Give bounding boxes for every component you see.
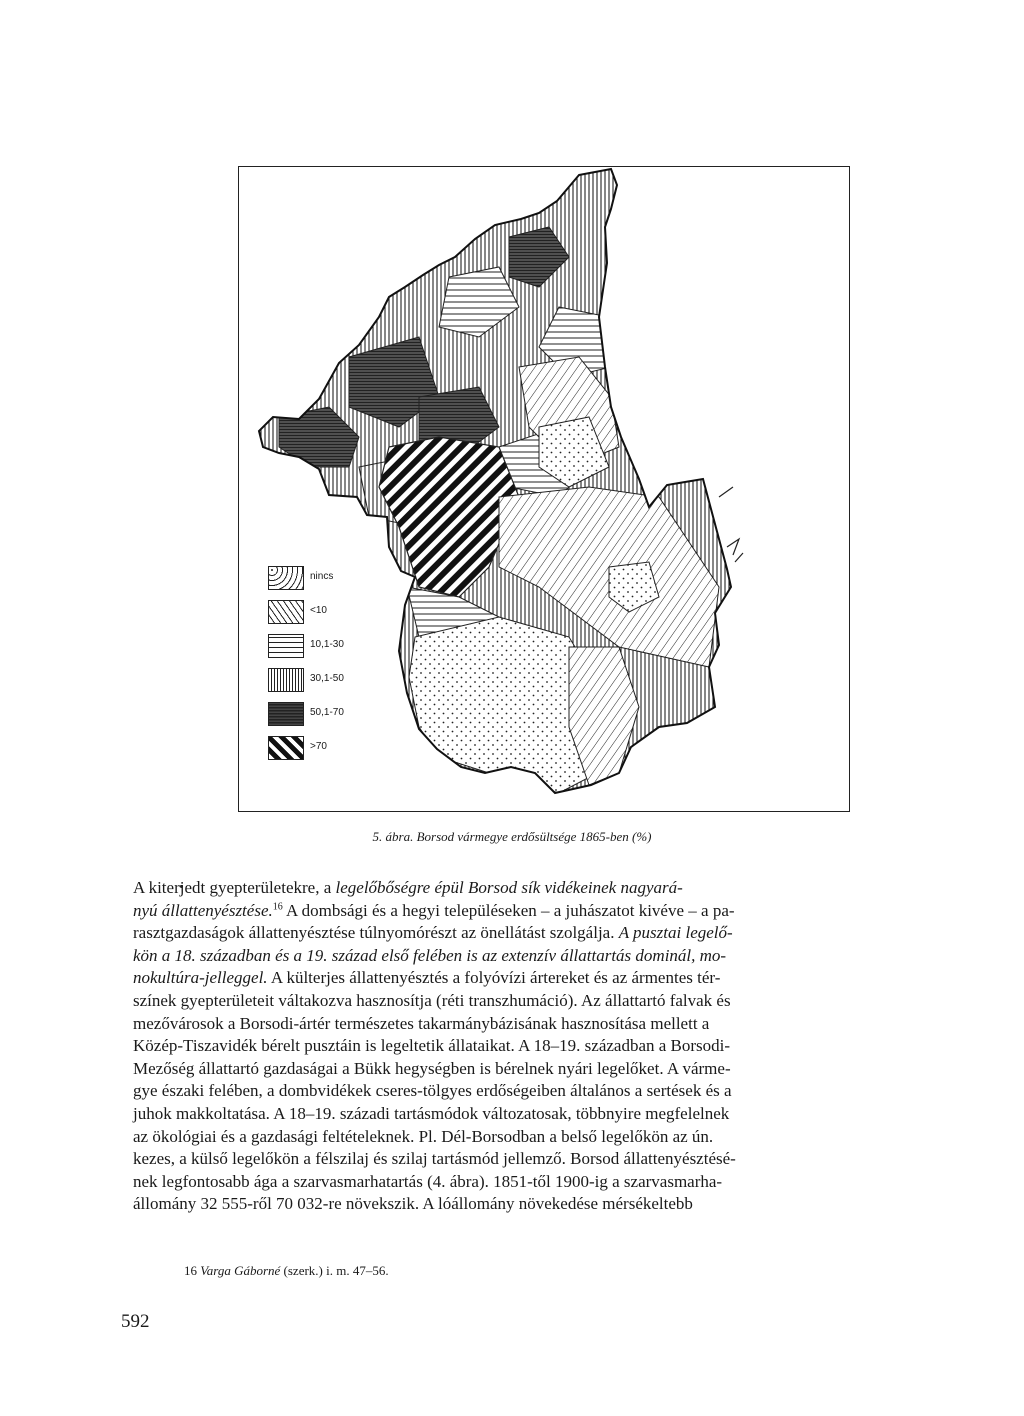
text-run: legelőbőségre épül Borsod sík vidékeinek nagyará- [335, 878, 683, 897]
legend-swatch-diagonal-thick [268, 736, 304, 760]
text-run: kezes, a külső legelőkön a félszilaj és szilaj tartásmód jellemző. Borsod állattenyésztésé- [133, 1149, 736, 1169]
legend-swatch-dots [268, 566, 304, 590]
text-run: juhok makkoltatása. A 18–19. századi tartásmódok változatosak, többnyire megfelelnek [133, 1103, 730, 1123]
footnote [184, 1263, 389, 1279]
page-number: 592 [121, 1311, 150, 1332]
body-paragraph [133, 877, 843, 1216]
footnote-ref: 16 [272, 900, 283, 912]
text-line [133, 1171, 843, 1194]
text-run: A külterjes állattenyésztés a folyóvízi ártereket és az ármentes tér- [267, 968, 721, 988]
text-run: nek legfontosabb ága a szarvasmarhatartás (4. ábra). 1851-től 1900-ig a szarvasmarha- [133, 1171, 723, 1191]
text-line [133, 1148, 843, 1171]
text-run: az ökológiai és a gazdasági feltételeknek. Pl. Dél-Borsodban a belső legelőkön az ún. [133, 1126, 714, 1146]
legend-label: 50,1-70 [310, 707, 344, 718]
text-run: állomány 32 555-ről 70 032-re növekszik. A lóállomány növekedése mérsékeltebb [133, 1194, 693, 1214]
legend-swatch-vertical [268, 668, 304, 692]
legend-label: >70 [310, 741, 327, 752]
figure-caption: 5. ábra. Borsod vármegye erdősültsége 1865-ben (%) [372, 829, 652, 844]
text-run: A dombsági és a hegyi településeken – a juhászatot kivéve – a pa- [282, 900, 735, 920]
footnote-number: 16 [184, 1263, 197, 1278]
text-line [133, 922, 843, 945]
text-line [133, 1193, 843, 1216]
text-line [133, 990, 843, 1013]
text-line [133, 1058, 843, 1081]
text-run: nokultúra-jelleggel. [133, 968, 268, 988]
footnote-text: (szerk.) i. m. 47–56. [280, 1263, 389, 1278]
text-line [133, 1103, 843, 1126]
legend-label: <10 [310, 605, 327, 616]
footnote-author: Varga Gáborné [200, 1263, 281, 1278]
legend-swatch-dense-horizontal [268, 702, 304, 726]
text-run: Közép-Tiszavidék bérelt pusztáin is legeltetik állataikat. A 18–19. században a Borsodi- [133, 1036, 731, 1056]
text-run: nyú állattenyésztése. [133, 900, 273, 920]
text-line [133, 1126, 843, 1149]
text-line [133, 1013, 843, 1036]
text-line [133, 1035, 843, 1058]
text-line [133, 877, 843, 900]
text-run: A kiterjedt gyepterületekre, a [133, 878, 336, 897]
text-run: mezővárosok a Borsodi-ártér természetes takarmánybázisának hasznosítása mellett a [133, 1013, 710, 1033]
text-line [133, 900, 843, 923]
text-run: színek gyepterületeit váltakozva hasznosítja (réti transzhumáció). Az állattartó falvak és [133, 990, 731, 1010]
legend-swatch-diagonal-thin [268, 600, 304, 624]
text-run: Mezőség állattartó gazdaságai a Bükk hegységben is bérelnek nyári legelőket. A várme- [133, 1058, 731, 1078]
text-run: gye északi felében, a dombvidékek cseres-tölgyes erdőségeiben általános a sertések és a [133, 1081, 732, 1101]
legend-swatch-horizontal [268, 634, 304, 658]
text-run: kön a 18. században és a 19. század első felében is az extenzív állattartás dominál, mo- [133, 945, 727, 965]
legend-label: 10,1-30 [310, 639, 344, 650]
text-line [133, 1080, 843, 1103]
text-run: A pusztai legelő- [618, 923, 733, 943]
legend-label: nincs [310, 571, 334, 582]
text-run: rasztgazdaságok állattenyésztése túlnyomórészt az önellátást szolgálja. [133, 923, 619, 943]
text-line [133, 945, 843, 968]
text-line [133, 967, 843, 990]
legend-label: 30,1-50 [310, 673, 344, 684]
